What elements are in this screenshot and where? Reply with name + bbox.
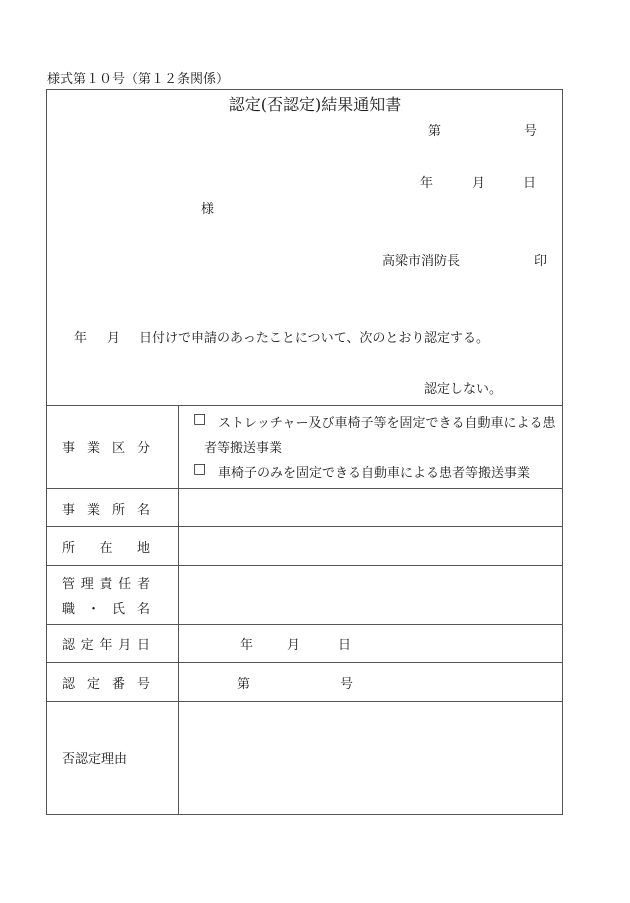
addressee-suffix: 様 (201, 202, 215, 217)
checkbox-option-1[interactable]: □ (193, 411, 207, 427)
divider-row-4 (46, 624, 563, 625)
approval-month: 月 (287, 638, 301, 653)
body-year: 年 (74, 331, 88, 346)
date-day: 日 (523, 176, 537, 191)
approval-day: 日 (338, 638, 352, 653)
body-text: 日付けで申請のあったことについて、次のとおり (139, 331, 425, 346)
option-approve: 認定する。 (424, 331, 490, 346)
divider-row-3 (46, 565, 563, 566)
label-office-name: 事業所名 (62, 503, 150, 518)
seal-mark: 印 (534, 254, 548, 269)
issuer-title: 高梁市消防長 (382, 254, 461, 269)
approval-number-suffix: 号 (340, 677, 354, 692)
divider-row-1 (46, 488, 563, 489)
doc-number-prefix: 第 (428, 124, 442, 139)
document-title: 認定(否認定)結果通知書 (228, 95, 402, 114)
label-approval-date: 認定年月日 (62, 638, 150, 653)
label-location: 所在地 (62, 541, 150, 556)
label-manager: 管理責任者 (62, 577, 150, 592)
label-denial-reason: 否認定理由 (62, 752, 128, 767)
business-option-1-line1: ストレッチャー及び車椅子等を固定できる自動車による患 (218, 416, 556, 431)
option-deny: 認定しない。 (424, 382, 503, 397)
business-option-1-line2: 者等搬送事業 (204, 441, 283, 456)
date-month: 月 (472, 176, 486, 191)
divider-row-6 (46, 701, 563, 702)
approval-year: 年 (240, 638, 254, 653)
form-reference: 様式第１０号（第１２条関係） (47, 72, 230, 87)
divider-row-5 (46, 662, 563, 663)
divider-row-2 (46, 526, 563, 527)
label-approval-number: 認定番号 (62, 677, 150, 692)
doc-number-suffix: 号 (524, 124, 538, 139)
label-business-type: 事業区分 (62, 441, 150, 456)
label-manager-role-name: 職・氏名 (62, 602, 150, 617)
checkbox-option-2[interactable]: □ (193, 461, 207, 477)
date-year: 年 (420, 176, 434, 191)
business-option-2: 車椅子のみを固定できる自動車による患者等搬送事業 (218, 466, 531, 481)
approval-number-prefix: 第 (237, 677, 251, 692)
body-month: 月 (107, 331, 121, 346)
divider-header (46, 405, 563, 406)
label-column-divider (178, 405, 179, 815)
